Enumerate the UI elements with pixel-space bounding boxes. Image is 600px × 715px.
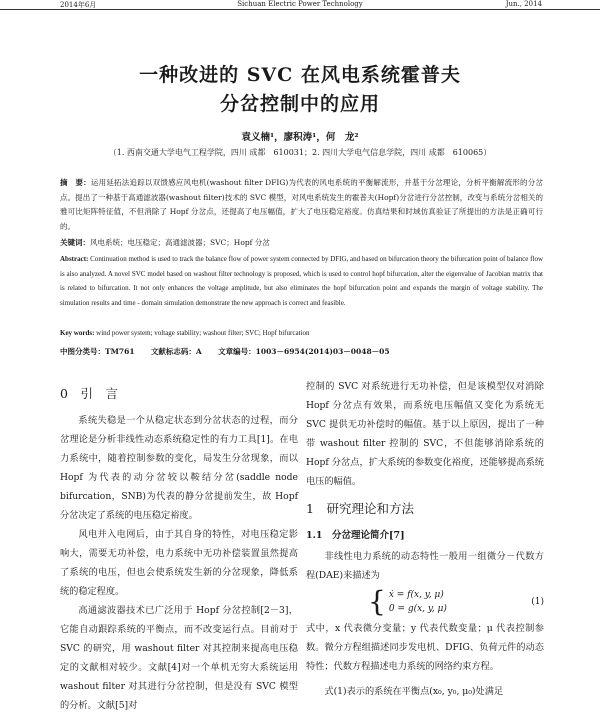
- abstract-cn: [60, 176, 543, 234]
- keywords-en: [60, 326, 543, 341]
- intro-paragraph-1: 系统失稳是一个从稳定状态到分岔状态的过程，而分岔理论是分析非线性动态系统稳定性的有力工具[1]。在电力系统中，随着控制参数的变化，局发生分岔现象，而以 Hopf 为代表的动分岔较以鞍结分岔(saddle node bifurcation，SNB)为代表的静分岔提前发生，故 Hopf 分岔决定了系统的电压稳定裕度。: [60, 415, 298, 521]
- abstract-en-text: Continuation method is used to track the balance flow of power system connected by DFIG, and based on bifurcation theory the bifurcation point of balance flow is also analyzed. A novel SVC model based on washout filter technology is proposed, which is used to control hopf bifurcation, alter the eigenvalue of Jacobian matrix that is related to bifurcation. It not only enhances the voltage amplitude, but also eliminates the hopf bifurcation point and expands the margin of voltage stability. The simulation results and time - domain simulation demonstrate the new approach is correct and feasible.: [60, 255, 543, 307]
- paper-title-line-2: 分岔控制中的应用: [219, 93, 380, 115]
- classification-line: [60, 346, 543, 357]
- running-header: [0, 0, 600, 10]
- abstract-en: [60, 252, 543, 310]
- affiliation: （1. 西南交通大学电气工程学院，四川 成都 610031；2. 四川大学电气信息学院，四川 成都 610065）: [108, 148, 492, 157]
- keywords-cn-label: 关键词：: [60, 238, 90, 247]
- intro-paragraph-3: 高通滤波器技术已广泛用于 Hopf 分岔控制[2－3]，它能自动跟踪系统的平衡点，而不改变运行点。目前对于 SVC 的研究，用 washout filter 对其控制来提高电压稳定的文献相对较少。文献[4]对一个单机无穷大系统运用 washout filter 对其进行分岔控制，但是没有 SVC 模型的分析。文献[5]对: [60, 605, 298, 711]
- keywords-en-label: Key words:: [60, 329, 95, 337]
- equation-brace: {: [368, 585, 386, 618]
- equation-number: (1): [531, 596, 544, 607]
- keywords-en-text: wind power system; voltage stability; washout filter; SVC; Hopf bifurcation: [96, 329, 310, 337]
- paper-title-line-1: 一种改进的 SVC 在风电系统霍普夫: [139, 64, 461, 86]
- keywords-cn: [60, 236, 543, 251]
- dae-intro-paragraph: 非线性电力系统的动态特性一般用一组微分－代数方程(DAE)来描述为: [306, 551, 544, 581]
- authors: 袁义楠¹，廖积涛¹，何 龙²: [241, 132, 359, 143]
- document-code: 文献标志码：A: [150, 347, 202, 356]
- keywords-cn-text: 风电系统；电压稳定；高通滤波器；SVC；Hopf 分岔: [90, 238, 270, 247]
- right-column: [306, 377, 544, 701]
- clc-number: 中图分类号：TM761: [60, 347, 135, 356]
- equation-line-2: 0 = g(x, y, μ): [388, 604, 447, 614]
- equation-1: [368, 585, 544, 619]
- intro-continuation: 控制的 SVC 对系统进行无功补偿，但是该模型仅对消除 Hopf 分岔点有效果，而系统电压幅值又变化为系统无 SVC 提供无功补偿时的幅值。基于以上原因，提出了一种带 washout filter 控制的 SVC，不但能够消除系统的 Hopf 分岔点，扩大系统的参数变化裕度，还能够提高系统电压的幅值。: [306, 381, 544, 487]
- intro-paragraph-2: 风电并入电网后，由于其自身的特性，对电压稳定影响大，需要无功补偿，电力系统中无功补偿装置虽然提高了系统的电压，但也会使系统发生新的分岔现象，降低系统的稳定程度。: [60, 529, 298, 597]
- abstract-cn-text: 运用延拓法追踪以双馈感应风电机(washout filter DFIG)为代表的风电系统的平衡解流形，并基于分岔理论，分析平衡解流形的分岔点。提出了一种基于高通滤波器(washout filter)技术的 SVC 模型，对风电系统发生的霍普夫(Hopf)分岔进行分岔控制，改变与系统分岔相关的雅可比矩阵特征值，不但消除了 Hopf 分岔点，还提高了电压幅值，扩大了电压稳定裕度。仿真结果和时域仿真验证了所提出的方法是正确可行的。: [60, 178, 543, 231]
- article-number: 文章编号：1003－6954(2014)03－0048－05: [218, 347, 390, 356]
- section-0-heading: 0 引 言: [60, 386, 118, 401]
- left-column: [60, 384, 298, 715]
- variable-definition-paragraph: 式中，x 代表微分变量；y 代表代数变量；μ 代表控制参数。微分方程组描述同步发电机、DFIG、负荷元件的动态特性；代数方程描述电力系统的网络约束方程。: [306, 623, 544, 672]
- abstract-cn-label: 摘 要：: [60, 178, 91, 187]
- abstract-en-label: Abstract:: [60, 255, 89, 263]
- equilibrium-paragraph: 式(1)表示的系统在平衡点(x₀, y₀, μ₀)处满足: [324, 686, 504, 697]
- header-date: 2014年6月: [60, 1, 97, 9]
- header-date-en: Jun., 2014: [505, 0, 542, 8]
- subsection-1-1-heading: 1.1 分岔理论简介[7]: [306, 530, 405, 541]
- header-journal: Sichuan Electric Power Technology: [237, 0, 363, 8]
- equation-line-1: ẋ = f(x, y, μ): [388, 590, 444, 600]
- section-1-heading: 1 研究理论和方法: [306, 501, 414, 516]
